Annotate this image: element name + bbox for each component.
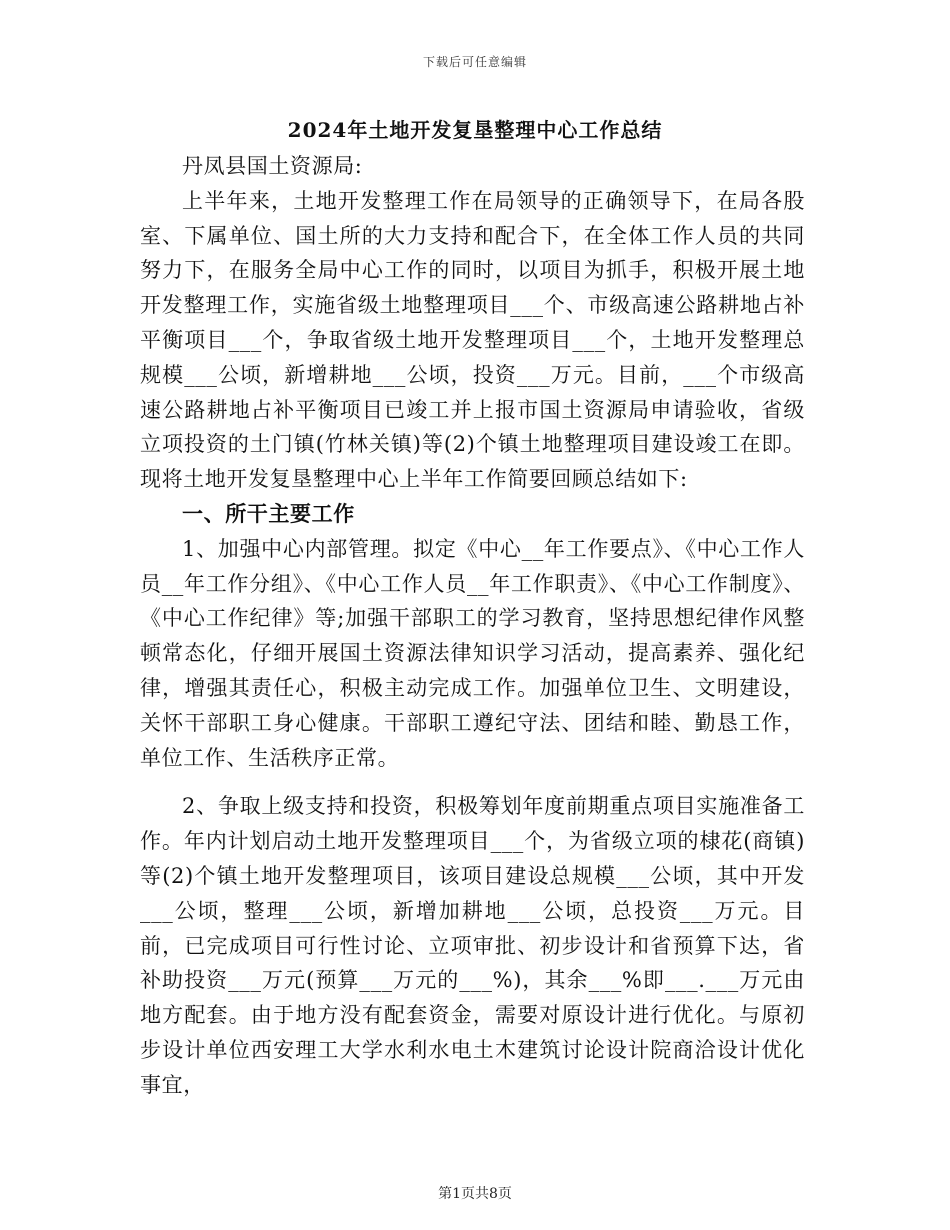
item-1-paragraph: 1、加强中心内部管理。拟定《中心__年工作要点》、《中心工作人员__年工作分组》、《中心工作人员__年工作职责》、《中心工作制度》、《中心工作纪律》等;加强干部职工的学习教育，坚持思想纪律作风整顿常态化，仔细开展国土资源法律知识学习活动，提高素养、强化纪律，增强其责任心，积极主动完成工作。加强单位卫生、文明建设，关怀干部职工身心健康。干部职工遵纪守法、团结和睦、勤恳工作，单位工作、生活秩序正常。: [140, 536, 805, 770]
document-body: [140, 149, 805, 1103]
document-title: 2024年土地开发复垦整理中心工作总结: [287, 118, 663, 142]
salutation: 丹凤县国土资源局:: [182, 154, 363, 178]
item-2-paragraph: 2、争取上级支持和投资，积极筹划年度前期重点项目实施准备工作。年内计划启动土地开发整理项目___个，为省级立项的棣花(商镇)等(2)个镇土地开发整理项目，该项目建设总规模___公顷，其中开发___公顷，整理___公顷，新增加耕地___公顷，总投资___万元。目前，已完成项目可行性讨论、立项审批、初步设计和省预算下达，省补助投资___万元(预算___万元的___%)，其余___%即___.___万元由地方配套。由于地方没有配套资金，需要对原设计进行优化。与原初步设计单位西安理工大学水利水电土木建筑讨论设计院商洽设计优化事宜，: [140, 794, 805, 1097]
section-heading: 一、所干主要工作: [182, 500, 355, 526]
page-number: 第1页共8页: [438, 1186, 512, 1202]
header-note: 下载后可任意编辑: [422, 55, 527, 69]
intro-paragraph: 上半年来，土地开发整理工作在局领导的正确领导下，在局各股室、下属单位、国土所的大力支持和配合下，在全体工作人员的共同努力下，在服务全局中心工作的同时，以项目为抓手，积极开展土地开发整理工作，实施省级土地整理项目___个、市级高速公路耕地占补平衡项目___个，争取省级土地开发整理项目___个，土地开发整理总规模___公顷，新增耕地___公顷，投资___万元。目前，___个市级高速公路耕地占补平衡项目已竣工并上报市国土资源局申请验收，省级立项投资的土门镇(竹林关镇)等(2)个镇土地整理项目建设竣工在即。现将土地开发复垦整理中心上半年工作简要回顾总结如下:: [140, 188, 805, 492]
